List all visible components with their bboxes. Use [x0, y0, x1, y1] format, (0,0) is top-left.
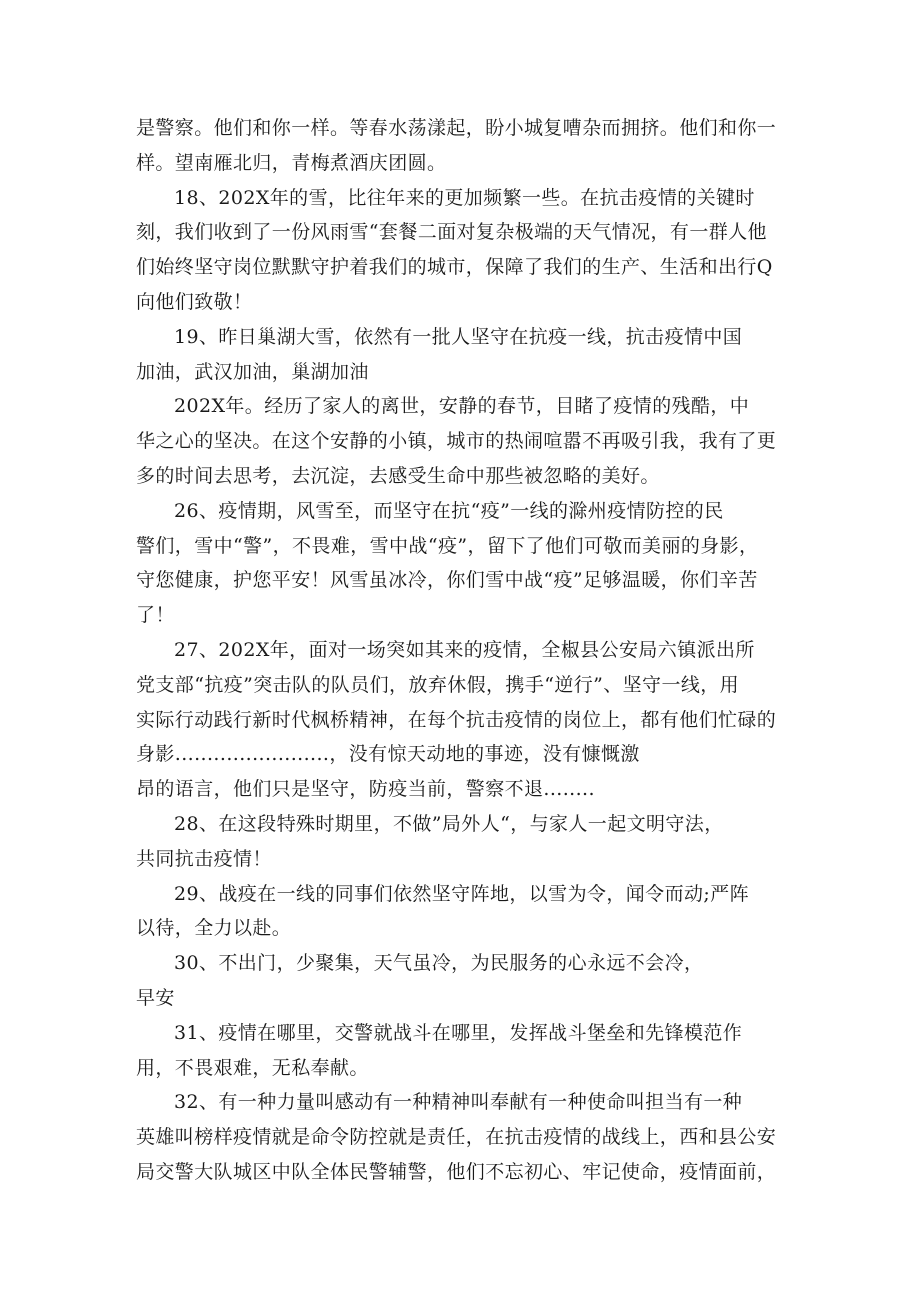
text-line: 党支部“抗疫”突击队的队员们，放弃休假，携手“逆行”、坚守一线，用 [136, 673, 740, 696]
text-line: 样。望南雁北归，青梅煮酒庆团圆。 [136, 151, 447, 174]
paragraph-start-28: 28、在这段特殊时期里，不做”局外人“，与家人一起文明守法， [174, 812, 724, 835]
text-line: 华之心的坚决。在这个安静的小镇，城市的热闹喧嚣不再吸引我，我有了更 [136, 430, 777, 453]
text-line: 早安 [136, 986, 175, 1009]
text-line: 共同抗击疫情！ [136, 847, 272, 870]
paragraph-start-202x: 202X年。经历了家人的离世，安静的春节，目睹了疫情的残酷，中 [174, 395, 750, 418]
text-line: 实际行动践行新时代枫桥精神，在每个抗击疫情的岗位上，都有他们忙碌的 [136, 708, 777, 731]
text-line: 是警察。他们和你一样。等春水荡漾起，盼小城复嘈杂而拥挤。他们和你一 [136, 117, 777, 139]
text-line: 局交警大队城区中队全体民警辅警，他们不忘初心、牢记使命，疫情面前， [136, 1160, 777, 1183]
paragraph-start-19: 19、昨日巢湖大雪，依然有一批人坚守在抗疫一线，抗击疫情中国 [174, 325, 743, 348]
text-line: 以待，全力以赴。 [136, 917, 292, 940]
paragraph-start-18: 18、202X年的雪，比往年来的更加频繁一些。在抗击疫情的关键时 [174, 186, 755, 209]
text-line: 刻，我们收到了一份风雨雪“套餐二面对复杂极端的天气情况，有一群人他 [136, 221, 767, 244]
text-line: 加油，武汉加油，巢湖加油 [136, 360, 369, 383]
text-line: 警们，雪中“警”，不畏难，雪中战“疫”，留下了他们可敬而美丽的身影， [136, 534, 759, 557]
paragraph-start-31: 31、疫情在哪里，交警就战斗在哪里，发挥战斗堡垒和先锋模范作 [174, 1021, 743, 1044]
text-line: 昂的语言，他们只是坚守，防疫当前，警察不退........ [136, 778, 595, 801]
text-line: 们始终坚守岗位默默守护着我们的城市，保障了我们的生产、生活和出行Q [136, 256, 773, 279]
text-line: 英雄叫榜样疫情就是命令防控就是责任，在抗击疫情的战线上，西和县公安 [136, 1126, 777, 1149]
paragraph-start-26: 26、疫情期，风雪至，而坚守在抗“疫”一线的滁州疫情防控的民 [174, 499, 724, 522]
paragraph-start-29: 29、战疫在一线的同事们依然坚守阵地，以雪为令，闻令而动;严阵 [174, 882, 749, 905]
text-line: 身影........................，没有惊天动地的事迹，没有慷慨激 [136, 743, 640, 766]
text-line: 守您健康，护您平安！风雪虽冰冷，你们雪中战“疫”足够温暖，你们辛苦 [136, 569, 758, 592]
document-body [136, 111, 796, 1190]
text-line: 用，不畏艰难，无私奉献。 [136, 1056, 369, 1079]
paragraph-start-32: 32、有一种力量叫感动有一种精神叫奉献有一种使命叫担当有一种 [174, 1091, 743, 1114]
text-line: 多的时间去思考，去沉淀，去感受生命中那些被忽略的美好。 [136, 464, 660, 487]
text-line: 向他们致敬！ [136, 290, 253, 313]
paragraph-start-27: 27、202X年，面对一场突如其来的疫情，全椒县公安局六镇派出所 [174, 638, 755, 661]
paragraph-start-30: 30、不出门，少聚集，天气虽冷，为民服务的心永远不会冷， [174, 952, 704, 975]
text-line: 了！ [136, 604, 175, 627]
